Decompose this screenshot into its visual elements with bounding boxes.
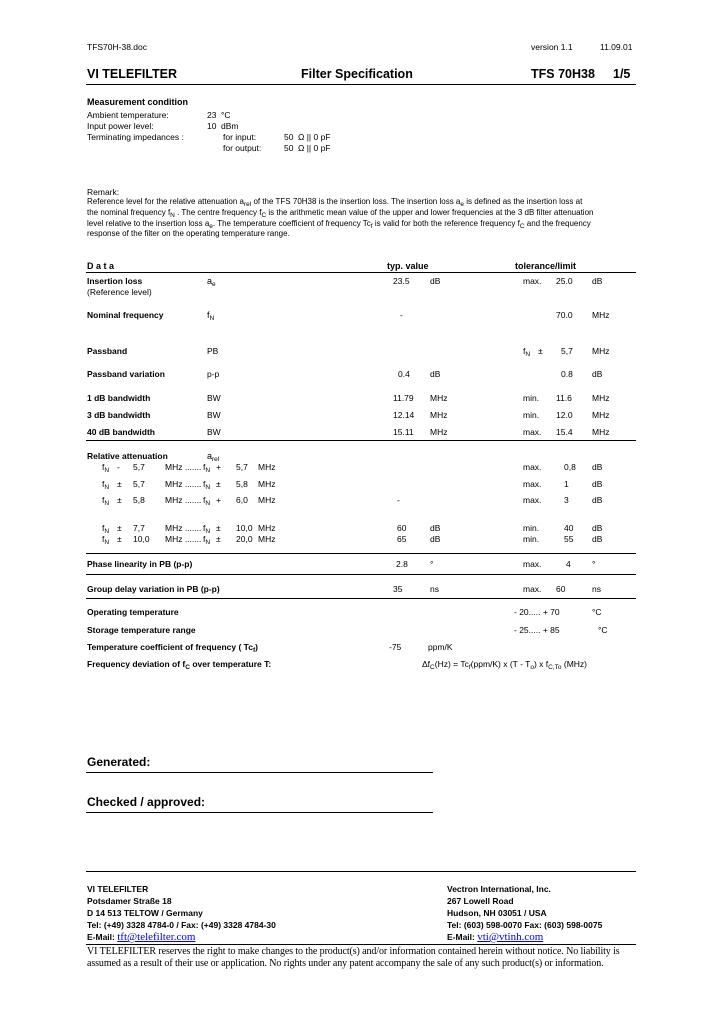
attenuation-rule bbox=[86, 553, 636, 554]
rel-att-tol-q: max. bbox=[523, 462, 542, 472]
rel-att-u1: MHz ....... bbox=[165, 462, 202, 472]
group-delay-tol: 60 bbox=[556, 584, 566, 594]
rel-att-fn-symbol: $f_N$ bbox=[203, 462, 211, 474]
footer-left-city: D 14 513 TELTOW / Germany bbox=[87, 908, 203, 918]
storage-temp-unit: °C bbox=[598, 625, 608, 635]
rel-att-v2: 5,7 bbox=[236, 462, 248, 472]
date: 11.09.01 bbox=[600, 42, 633, 52]
bw3-symbol: BW bbox=[207, 410, 221, 420]
output-unit: Ω || 0 pF bbox=[298, 143, 331, 153]
remark-title: Remark: bbox=[87, 187, 120, 197]
power-label: Input power level: bbox=[87, 121, 154, 131]
phase-linearity-qual: max. bbox=[523, 559, 542, 569]
generated-signature-line[interactable] bbox=[86, 772, 433, 773]
insertion-loss-label: Insertion loss bbox=[87, 276, 143, 286]
bw40-typ: 15.11 bbox=[393, 427, 414, 437]
group-delay-qual: max. bbox=[523, 584, 542, 594]
footer-left-email-link[interactable]: tft@telefilter.com bbox=[117, 931, 196, 943]
output-label: for output: bbox=[223, 143, 262, 153]
group-delay-tol-unit: ns bbox=[592, 584, 601, 594]
rel-att-u2: MHz bbox=[258, 462, 276, 472]
rel-att-tol-q: min. bbox=[523, 534, 540, 544]
rel-att-u2: MHz bbox=[258, 495, 276, 505]
rel-att-pm2: + bbox=[216, 495, 221, 505]
rel-att-tol-unit: dB bbox=[592, 523, 603, 533]
bw1-tol: 11.6 bbox=[556, 393, 572, 403]
group-delay-typ: 35 bbox=[393, 584, 403, 594]
rel-att-v2: 20,0 bbox=[236, 534, 253, 544]
operating-temp-unit: °C bbox=[592, 607, 602, 617]
bandwidth-rule bbox=[86, 440, 636, 441]
bw1-typ: 11.79 bbox=[393, 393, 414, 403]
passband-variation-typ: 0.4 bbox=[398, 369, 410, 379]
bw3-tol: 12.0 bbox=[556, 410, 573, 420]
footer-left-phone: Tel: (+49) 3328 4784-0 / Fax: (+49) 3328 4784-30 bbox=[87, 920, 276, 930]
rel-att-u1: MHz ....... bbox=[165, 534, 202, 544]
insertion-loss-sub: (Reference level) bbox=[87, 287, 152, 297]
input-unit: Ω || 0 pF bbox=[298, 132, 331, 142]
rel-att-typ-unit: dB bbox=[430, 534, 441, 544]
phase-linearity-typ-unit: ° bbox=[430, 559, 434, 569]
storage-temp-label: Storage temperature range bbox=[87, 625, 196, 635]
phase-linearity-tol-unit: ° bbox=[592, 559, 596, 569]
rel-att-tol-q: min. bbox=[523, 523, 540, 533]
rel-att-tol: 55 bbox=[564, 534, 574, 544]
insertion-loss-symbol: $a_e$ bbox=[207, 276, 216, 288]
group-delay-label: Group delay variation in PB (p-p) bbox=[87, 584, 220, 594]
insertion-loss-typ: 23.5 bbox=[393, 276, 410, 286]
remark-line-3: level relative to the insertion loss $a_e$. The temperature coefficient of frequency $Tc_f$ is valid for both the reference frequency $f_C$ and the frequency bbox=[87, 219, 591, 230]
passband-variation-tol-unit: dB bbox=[592, 369, 603, 379]
rel-att-u2: MHz bbox=[258, 479, 276, 489]
temp-coefficient-typ: -75 bbox=[389, 642, 402, 652]
relative-attenuation-label: Relative attenuation bbox=[87, 451, 168, 461]
power-value: 10 bbox=[207, 121, 217, 131]
rel-att-typ: 65 bbox=[397, 534, 407, 544]
phase-rule bbox=[86, 574, 636, 575]
ambient-label: Ambient temperature: bbox=[87, 110, 169, 120]
nominal-frequency-tol-unit: MHz bbox=[592, 310, 610, 320]
operating-temp-range: - 20..... + 70 bbox=[514, 607, 560, 617]
bw40-typ-unit: MHz bbox=[430, 427, 448, 437]
bw40-label: 40 dB bandwidth bbox=[87, 427, 155, 437]
generated-label: Generated: bbox=[87, 755, 151, 769]
bw1-tol-unit: MHz bbox=[592, 393, 610, 403]
nominal-frequency-tol: 70.0 bbox=[556, 310, 573, 320]
rel-att-tol: 1 bbox=[564, 479, 569, 489]
footer-rule bbox=[86, 871, 636, 872]
nominal-frequency-label: Nominal frequency bbox=[87, 310, 164, 320]
document-title: Filter Specification bbox=[301, 67, 413, 81]
passband-tol: 5,7 bbox=[561, 346, 573, 356]
frequency-deviation-label: Frequency deviation of $f_C$ over temperature T: bbox=[87, 659, 272, 671]
passband-tol-unit: MHz bbox=[592, 346, 610, 356]
rel-att-u1: MHz ....... bbox=[165, 495, 202, 505]
input-label: for input: bbox=[223, 132, 257, 142]
disclaimer-rule bbox=[86, 944, 636, 945]
impedance-label: Terminating impedances : bbox=[87, 132, 184, 142]
rel-att-pm1: ± bbox=[117, 495, 122, 505]
footer-right-email-link[interactable]: vti@vtinh.com bbox=[477, 931, 544, 943]
rel-att-fn-symbol: $f_N$ bbox=[203, 495, 211, 507]
bw3-qual: min. bbox=[523, 410, 540, 420]
rel-att-fn-symbol: $f_N$ bbox=[102, 479, 110, 491]
table-header-rule bbox=[86, 272, 636, 273]
rel-att-tol-unit: dB bbox=[592, 479, 603, 489]
nominal-frequency-symbol: $f_N$ bbox=[207, 310, 215, 322]
temp-coefficient-unit: ppm/K bbox=[428, 642, 453, 652]
passband-variation-typ-unit: dB bbox=[430, 369, 441, 379]
bw40-tol: 15.4 bbox=[556, 427, 573, 437]
bw1-label: 1 dB bandwidth bbox=[87, 393, 151, 403]
bw40-tol-unit: MHz bbox=[592, 427, 610, 437]
rel-att-fn-symbol: $f_N$ bbox=[102, 523, 110, 535]
bw1-qual: min. bbox=[523, 393, 540, 403]
input-value: 50 bbox=[284, 132, 294, 142]
rel-att-pm2: ± bbox=[216, 534, 221, 544]
rel-att-v2: 10,0 bbox=[236, 523, 253, 533]
measurement-title: Measurement condition bbox=[87, 97, 189, 107]
rel-att-tol: 0,8 bbox=[564, 462, 576, 472]
rel-att-fn-symbol: $f_N$ bbox=[203, 523, 211, 535]
rel-att-tol-q: max. bbox=[523, 495, 542, 505]
rel-att-tol: 3 bbox=[564, 495, 569, 505]
bw1-typ-unit: MHz bbox=[430, 393, 448, 403]
rel-att-v1: 5,8 bbox=[133, 495, 145, 505]
insertion-loss-tol: 25.0 bbox=[556, 276, 573, 286]
passband-variation-tol: 0.8 bbox=[561, 369, 573, 379]
phase-linearity-typ: 2.8 bbox=[396, 559, 408, 569]
rel-att-u1: MHz ....... bbox=[165, 479, 202, 489]
file-name: TFS70H-38.doc bbox=[87, 42, 147, 52]
frequency-deviation-formula: $\Delta f_C(Hz) = Tc_f(ppm/K)$ x $(T - T_o)$ x $f_{C,To}$ (MHz) bbox=[422, 659, 587, 671]
bw3-typ-unit: MHz bbox=[430, 410, 448, 420]
rel-att-u1: MHz ....... bbox=[165, 523, 202, 533]
footer-right-phone: Tel: (603) 598-0070 Fax: (603) 598-0075 bbox=[447, 920, 603, 930]
temp-coefficient-label: Temperature coefficient of frequency ( $Tc_f$) bbox=[87, 642, 258, 654]
rel-att-pm2: ± bbox=[216, 523, 221, 533]
bw40-symbol: BW bbox=[207, 427, 221, 437]
footer-right-email-row: E-Mail: vti@vtinh.com bbox=[447, 931, 544, 943]
rel-att-pm1: - bbox=[117, 462, 120, 472]
bw1-symbol: BW bbox=[207, 393, 221, 403]
header-rule bbox=[86, 84, 636, 85]
disclaimer-line-1: VI TELEFILTER reserves the right to make changes to the product(s) and/or information contained herein without notice. No liability is bbox=[87, 946, 620, 957]
bw40-qual: max. bbox=[523, 427, 542, 437]
rel-att-v1: 7,7 bbox=[133, 523, 145, 533]
data-header: D a t a bbox=[87, 261, 115, 271]
company-title: VI TELEFILTER bbox=[87, 67, 178, 81]
rel-att-tol-unit: dB bbox=[592, 534, 603, 544]
group-delay-typ-unit: ns bbox=[430, 584, 439, 594]
version: version 1.1 bbox=[531, 42, 573, 52]
rel-att-v2: 6,0 bbox=[236, 495, 248, 505]
rel-att-tol-unit: dB bbox=[592, 462, 603, 472]
ambient-unit: °C bbox=[221, 110, 231, 120]
footer-right-street: 267 Lowell Road bbox=[447, 896, 514, 906]
insertion-loss-typ-unit: dB bbox=[430, 276, 441, 286]
rel-att-fn-symbol: $f_N$ bbox=[102, 534, 110, 546]
remark-line-2: the nominal frequency $f_N$ . The centre frequency $f_C$ is the arithmetic mean value of the upper and lower frequencies at the 3 dB filter attenuation bbox=[87, 208, 594, 219]
passband-symbol: PB bbox=[207, 346, 219, 356]
rel-att-fn-symbol: $f_N$ bbox=[203, 534, 211, 546]
rel-att-pm2: ± bbox=[216, 479, 221, 489]
bw3-tol-unit: MHz bbox=[592, 410, 610, 420]
part-number: TFS 70H38 bbox=[531, 67, 595, 81]
rel-att-pm1: ± bbox=[117, 479, 122, 489]
bw3-typ: 12.14 bbox=[393, 410, 415, 420]
rel-att-typ-unit: dB bbox=[430, 523, 441, 533]
phase-linearity-tol: 4 bbox=[566, 559, 571, 569]
footer-left-company: VI TELEFILTER bbox=[87, 884, 149, 894]
typ-header: typ. value bbox=[387, 261, 429, 271]
footer-left-email-row: E-Mail: tft@telefilter.com bbox=[87, 931, 196, 943]
passband-label: Passband bbox=[87, 346, 128, 356]
output-value: 50 bbox=[284, 143, 294, 153]
page-number: 1/5 bbox=[613, 67, 631, 81]
rel-att-typ: - bbox=[397, 495, 400, 505]
checked-label: Checked / approved: bbox=[87, 795, 206, 809]
rel-att-v2: 5,8 bbox=[236, 479, 248, 489]
remark-line-1: Reference level for the relative attenuation $a_{rel}$ of the TFS 70H38 is the insertion loss. The insertion loss $a_e$ is defined as the insertion loss at bbox=[87, 197, 583, 208]
nominal-frequency-typ: - bbox=[400, 310, 403, 320]
rel-att-v1: 5,7 bbox=[133, 479, 145, 489]
rel-att-u2: MHz bbox=[258, 534, 276, 544]
tolerance-header: tolerance/limit bbox=[515, 261, 577, 271]
passband-fn: $f_N$ bbox=[523, 346, 531, 358]
footer-right-company: Vectron International, Inc. bbox=[447, 884, 551, 894]
passband-variation-label: Passband variation bbox=[87, 369, 165, 379]
insertion-loss-tol-unit: dB bbox=[592, 276, 603, 286]
phase-linearity-label: Phase linearity in PB (p-p) bbox=[87, 559, 193, 569]
footer-left-street: Potsdamer Straße 18 bbox=[87, 896, 172, 906]
insertion-loss-qual: max. bbox=[523, 276, 542, 286]
rel-att-tol: 40 bbox=[564, 523, 574, 533]
rel-att-pm2: + bbox=[216, 462, 221, 472]
group-delay-rule bbox=[86, 598, 636, 599]
rel-att-tol-unit: dB bbox=[592, 495, 603, 505]
relative-attenuation-symbol: $a_{rel}$ bbox=[207, 451, 220, 463]
passband-pm: ± bbox=[538, 346, 543, 356]
operating-temp-label: Operating temperature bbox=[87, 607, 179, 617]
remark-line-4: response of the filter on the operating temperature range. bbox=[87, 229, 290, 238]
rel-att-u2: MHz bbox=[258, 523, 276, 533]
power-unit: dBm bbox=[221, 121, 239, 131]
storage-temp-range: - 25..... + 85 bbox=[514, 625, 560, 635]
bw3-label: 3 dB bandwidth bbox=[87, 410, 151, 420]
rel-att-pm1: ± bbox=[117, 523, 122, 533]
rel-att-tol-q: max. bbox=[523, 479, 542, 489]
rel-att-fn-symbol: $f_N$ bbox=[102, 462, 110, 474]
rel-att-typ: 60 bbox=[397, 523, 407, 533]
rel-att-v1: 5,7 bbox=[133, 462, 145, 472]
rel-att-fn-symbol: $f_N$ bbox=[203, 479, 211, 491]
passband-variation-symbol: p-p bbox=[207, 369, 220, 379]
disclaimer-line-2: assumed as a result of their use or application. No rights under any patent accompany the sale of any such product(s) or information. bbox=[87, 958, 604, 969]
rel-att-v1: 10,0 bbox=[133, 534, 150, 544]
ambient-value: 23 bbox=[207, 110, 217, 120]
checked-signature-line[interactable] bbox=[86, 812, 433, 813]
footer-right-city: Hudson, NH 03051 / USA bbox=[447, 908, 547, 918]
rel-att-fn-symbol: $f_N$ bbox=[102, 495, 110, 507]
rel-att-pm1: ± bbox=[117, 534, 122, 544]
